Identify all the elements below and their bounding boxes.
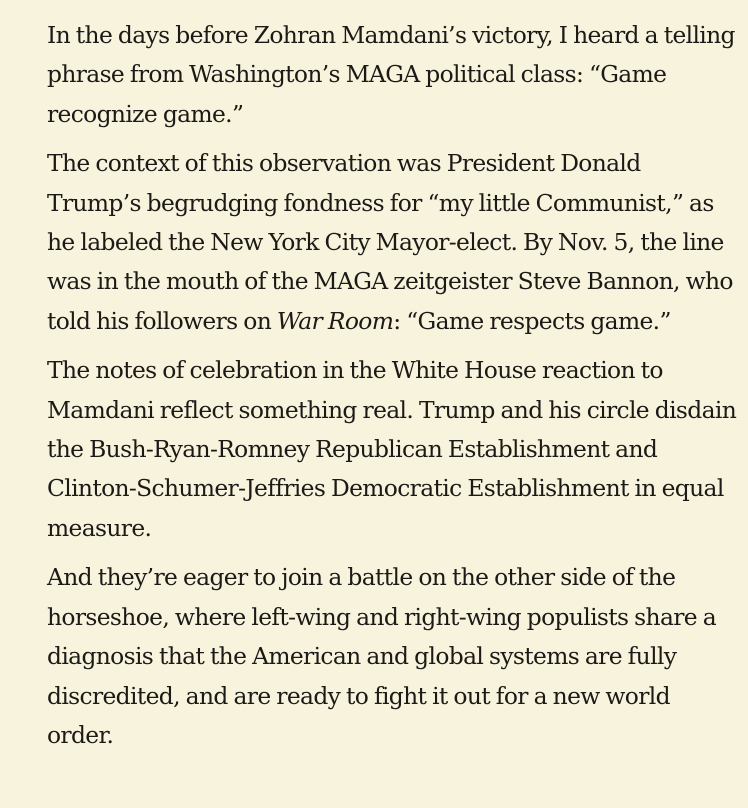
- paragraph-1: In the days before Zohran Mamdani’s victory, I heard a telling phrase from Washington’s MAGA political class: “Game recognize game.”: [47, 21, 735, 128]
- paragraph-2-text-after: : “Game respects game.”: [393, 306, 671, 335]
- show-title-war-room: War Room: [276, 306, 394, 335]
- article-body: [47, 16, 737, 765]
- paragraph-3: The notes of celebration in the White House reaction to Mamdani reflect something real. Trump and his circle disdain the Bush-Ryan-Romney Republican Establishment and Clinton-Schumer-Jeffries Democratic Establishment in equal measure.: [47, 356, 737, 542]
- paragraph-4: And they’re eager to join a battle on the other side of the horseshoe, where left-wing and right-wing populists share a diagnosis that the American and global systems are fully discredited, and are ready to fight it out for a new world order.: [47, 563, 717, 749]
- paragraph-2-text-before: The context of this observation was President Donald Trump’s begrudging fondness for “my little Communist,” as he labeled the New York City Mayor-elect. By Nov. 5, the line was in the mouth of the MAGA zeitgeister Steve Bannon, who told his followers on: [47, 149, 733, 335]
- paragraph-2: [47, 144, 737, 341]
